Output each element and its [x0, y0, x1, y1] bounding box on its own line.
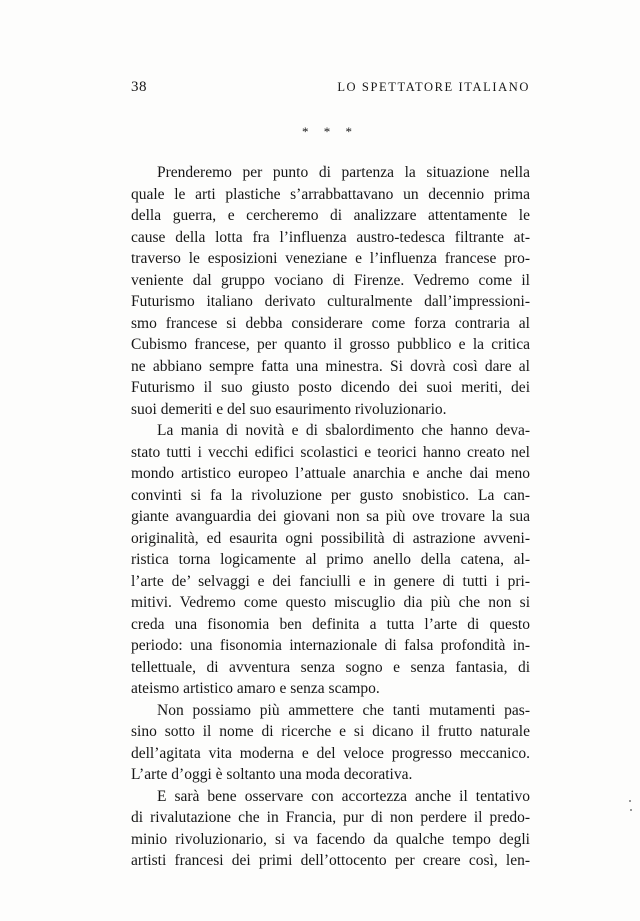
text-line: della guerra, e cercheremo di analizzare attentamente le — [131, 207, 530, 224]
text-line: quale le arti plastiche s’arrabbattavano un decennio prima — [131, 185, 530, 203]
body-text — [131, 162, 530, 872]
text-line: mitivi. Vedremo come questo miscuglio dia più che non si — [131, 594, 530, 611]
text-line: sino sotto il nome di ricerche e si dicano il frutto naturale — [131, 723, 530, 740]
paragraph-first-line: Prenderemo per punto di partenza la situazione nella — [157, 164, 530, 181]
text-line: ristica torna logicamente al primo anello della catena, al- — [131, 551, 530, 568]
text-line: suoi demeriti e del suo esaurimento rivoluzionario. — [131, 400, 447, 418]
text-line: artisti francesi dei primi dell’ottocento per creare così, len- — [131, 852, 530, 869]
text-line: convinti si fa la rivoluzione per gusto snobistico. La can- — [131, 486, 530, 504]
scan-specks — [628, 800, 632, 830]
text-line: Futurismo il suo giusto posto dicendo dei suoi meriti, dei — [131, 379, 530, 396]
text-line: di rivalutazione che in Francia, pur di non perdere il predo- — [131, 809, 530, 826]
running-head: LO SPETTATORE ITALIANO — [337, 80, 530, 94]
text-line: Cubismo francese, per quanto il grosso pubblico e la critica — [131, 336, 530, 353]
paragraph-first-line: E sarà bene osservare con accortezza anche il tentativo — [157, 787, 530, 805]
text-line: smo francese si debba considerare come forza contraria al — [131, 314, 530, 332]
text-line: ne abbiano sempre fatta una minestra. Si dovrà così dare al — [131, 357, 530, 375]
text-line: stato tutti i vecchi edifici scolastici e teorici hanno creato nel — [131, 443, 530, 461]
text-line: dell’agitata vita moderna e del veloce progresso meccanico. — [131, 744, 530, 762]
text-line: cause della lotta fra l’influenza austro-tedesca filtrante at- — [131, 228, 530, 246]
text-line: L’arte d’oggi è soltanto una moda decorativa. — [131, 766, 413, 783]
paragraph-first-line: La mania di novità e di sbalordimento che hanno deva- — [157, 422, 530, 439]
text-line: originalità, ed esaurita ogni possibilità di astrazione avveni- — [131, 529, 530, 547]
text-line: veniente dal gruppo vociano di Firenze. Vedremo come il — [131, 271, 530, 289]
text-line: ateismo artistico amaro e senza scampo. — [131, 680, 380, 697]
page-number: 38 — [131, 79, 147, 95]
text-line: mondo artistico europeo l’attuale anarchia e anche dai meno — [131, 465, 530, 482]
paragraph-first-line: Non possiamo più ammettere che tanti mutamenti pas- — [157, 701, 530, 719]
text-line: l’arte de’ selvaggi e dei fanciulli e in genere di tutti i pri- — [131, 572, 530, 590]
text-line: traverso le esposizioni veneziane e l’influenza francese pro- — [131, 250, 530, 267]
text-line: creda una fisonomia ben definita a tutta l’arte di questo — [131, 615, 530, 633]
text-line: giante avanguardia dei giovani non sa più ove trovare la sua — [131, 508, 530, 525]
text-line: Futurismo italiano derivato culturalmente dall’impressioni- — [131, 293, 530, 310]
text-line: periodo: una fisonomia internazionale di falsa profondità in- — [131, 637, 530, 654]
text-line: minio rivoluzionario, si va facendo da qualche tempo degli — [131, 830, 530, 848]
section-separator: * * * — [302, 124, 358, 139]
text-line: tellettuale, di avventura senza sogno e senza fantasia, di — [131, 658, 530, 676]
